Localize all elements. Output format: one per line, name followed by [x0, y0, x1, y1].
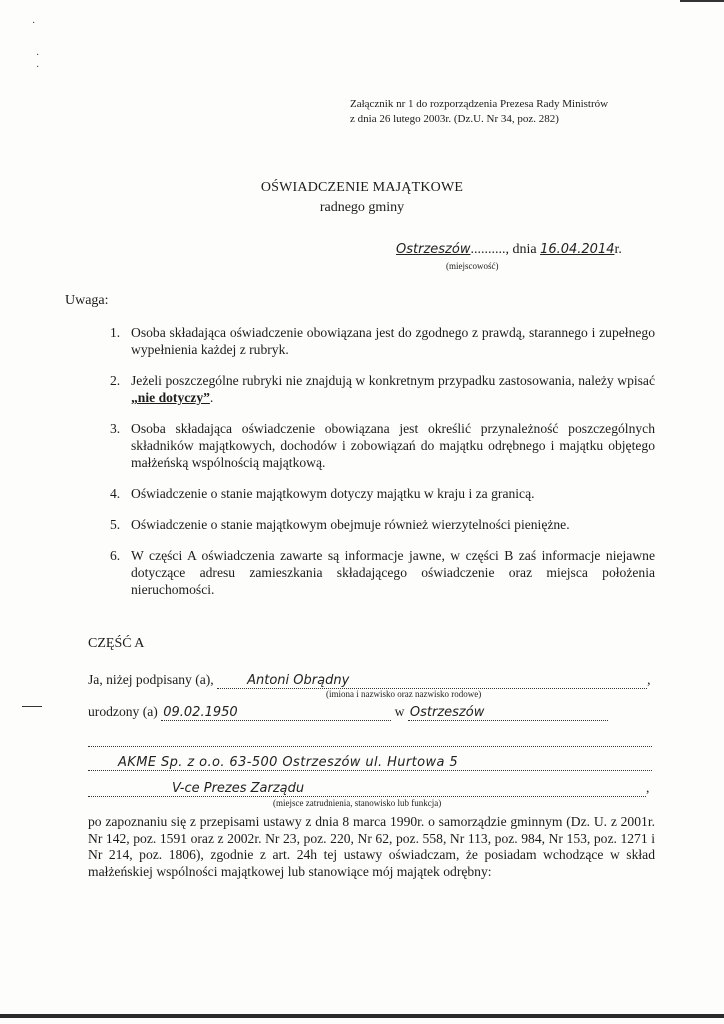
employer-field	[88, 754, 652, 771]
born-date-value: 09.02.1950	[163, 705, 238, 720]
uwaga-label: Uwaga:	[65, 293, 109, 308]
name-field	[217, 672, 647, 689]
name-label: Ja, niżej podpisany (a),	[88, 672, 214, 687]
born-label: urodzony (a)	[88, 704, 158, 719]
rule-item: 4. Oświadczenie o stanie majątkowym dotyczy majątku w kraju i za granicą.	[110, 486, 535, 501]
rules-list	[110, 324, 655, 612]
rule-emphasis: „nie dotyczy”	[131, 390, 210, 405]
born-row	[88, 704, 608, 721]
position-row: V-ce Prezes Zarządu , (miejsce zatrudnienia, stanowisko lub funkcja)	[88, 780, 649, 797]
title-main: OŚWIADCZENIE MAJĄTKOWE	[260, 180, 464, 195]
annex-note	[350, 97, 650, 127]
rule-item: 6. W części A oświadczenia zawarte są informacje jawne, w części B zaś informacje niejawne dotyczące adresu zamieszkania składającego oświadczenie oraz miejsca położenia nieruchomości.	[110, 548, 655, 597]
date-prefix: , dnia	[505, 242, 537, 257]
scan-speck: ·	[36, 50, 40, 61]
place-dots: ..........	[470, 242, 506, 257]
scan-edge-mark	[680, 0, 724, 2]
born-place-value: Ostrzeszów	[409, 705, 485, 720]
rule-item: 1. Osoba składająca oświadczenie obowiązana jest do zgodnego z prawdą, starannego i zupełnego wypełnienia każdej z rubryk.	[110, 325, 655, 357]
position-field	[88, 780, 646, 797]
date-suffix: r.	[614, 242, 622, 257]
blank-row	[88, 730, 652, 747]
statement-paragraph: po zapoznaniu się z przepisami ustawy z dnia 8 marca 1990r. o samorządzie gminnym (Dz. U. z 2001r. Nr 142, poz. 1591 oraz z 2002r. Nr 23, poz. 220, Nr 62, poz. 558, Nr 113, poz. 984, Nr 153, poz. 1271 i Nr 214, poz. 1806), zgodnie z art. 24h tej ustawy oświadczam, że posiadam wchodzące w skład małżeńskiej wspólności majątkowej lub stanowiące mój majątek odrębny:	[88, 814, 655, 879]
born-in-label: w	[394, 704, 405, 719]
part-a-heading: CZĘŚĆ A	[88, 636, 145, 651]
name-value: Antoni Obrądny	[247, 673, 350, 688]
annex-line-1: Załącznik nr 1 do rozporządzenia Prezesa Rady Ministrów	[350, 98, 609, 110]
employer-value: AKME Sp. z o.o. 63-500 Ostrzeszów ul. Hurtowa 5	[118, 755, 459, 770]
date-value: 16.04.2014	[540, 242, 615, 257]
name-row: Ja, niżej podpisany (a), Antoni Obrądny , (imiona i nazwisko oraz nazwisko rodowe)	[88, 672, 651, 699]
rule-item: 3. Osoba składająca oświadczenie obowiązana jest określić przynależność poszczególnych składników majątkowych, dochodów i zobowiązań do majątku odrębnego i majątku objętego małżeńską wspólnością majątkową.	[110, 421, 655, 470]
employment-caption: (miejsce zatrudnienia, stanowisko lub funkcja)	[273, 798, 442, 808]
document-title	[0, 178, 724, 218]
margin-mark	[22, 706, 42, 707]
place-date-line	[396, 242, 622, 271]
place-caption: (miejscowość)	[446, 261, 499, 271]
rule-item: 2. Jeżeli poszczególne rubryki nie znajdują w konkretnym przypadku zastosowania, należy wpisać „nie dotyczy”.	[110, 373, 655, 405]
born-date-field	[161, 704, 391, 721]
blank-field	[88, 730, 652, 747]
place-value: Ostrzeszów	[396, 242, 471, 257]
scan-bottom-edge	[0, 1014, 724, 1018]
annex-line-2: z dnia 26 lutego 2003r. (Dz.U. Nr 34, poz. 282)	[350, 113, 559, 125]
scan-speck: ·	[32, 18, 36, 29]
rule-item: 5. Oświadczenie o stanie majątkowym obejmuje również wierzytelności pieniężne.	[110, 517, 570, 532]
employer-row	[88, 754, 652, 771]
born-place-field	[408, 704, 608, 721]
scan-speck: ·	[36, 62, 40, 73]
position-value: V-ce Prezes Zarządu	[172, 781, 305, 796]
name-caption: (imiona i nazwisko oraz nazwisko rodowe)	[326, 689, 482, 699]
title-sub: radnego gminy	[319, 200, 405, 215]
